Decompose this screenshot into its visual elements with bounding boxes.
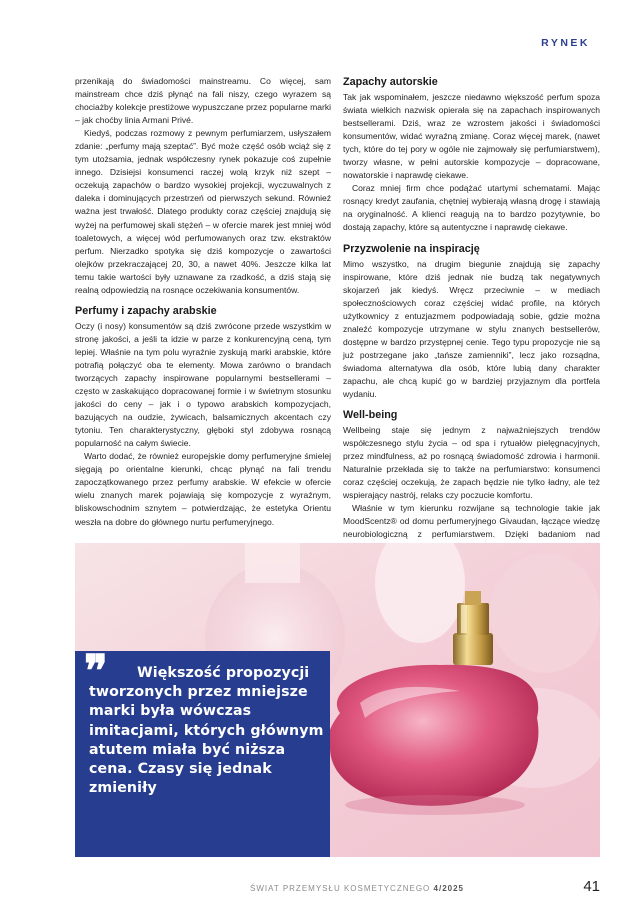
footer-magazine bbox=[250, 884, 464, 893]
paragraph: Mimo wszystko, na drugim biegunie znajdują się zapachy inspirowane, które dziś jednak nie budzą tak negatywnych skojarzeń jak kiedyś. Wręcz przeciwnie – w mediach społecznościowych coraz częściej widać profile, na których użytkownicy z entuzjazmem podpowiadają sobie, gdzie można znaleźć kompozycje utrzymane w stylu znanych bestsellerów, dostępne w bardzo przystępnej cenie. Tego typu propozycje nie są już postrzegane jako „tańsze zamienniki”, lecz jako rozsądna, świadoma alternatywa dla osób, które lubią dany charakter zapachu, ale chcą kupić go w bardziej przyjaznym dla portfela wydaniu. bbox=[343, 258, 600, 399]
paragraph: przenikają do świadomości mainstreamu. Co więcej, sam mainstream chce dziś płynąć na fali niszy, czego wyrazem są chociażby kolekcje prestiżowe wypuszczane przez popularne marki – jak choćby linia Armani Privé. bbox=[75, 76, 331, 126]
article-right-column bbox=[343, 75, 600, 555]
issue-number: 4/2025 bbox=[433, 884, 464, 893]
section-heading: Przyzwolenie na inspirację bbox=[343, 242, 480, 255]
paragraph: Wellbeing staje się jednym z najważniejszych trendów współczesnego stylu życia – od spa i rytuałów pielęgnacyjnych, przez mindfulness, aż po rosnącą świadomość zdrowia i harmonii. Naturalnie przekłada się to także na perfumiarstwo: konsumenci coraz częściej oczekują, że zapach będzie nie tylko ładny, ale też wspierający nastrój, relaks czy poczucie komfortu. bbox=[343, 425, 600, 501]
quote-icon: ❞ bbox=[84, 646, 108, 697]
magazine-name: ŚWIAT PRZEMYSŁU KOSMETYCZNEGO bbox=[250, 884, 431, 893]
paragraph: Coraz mniej firm chce podążać utartymi schematami. Mając rosnący kredyt zaufania, chętniej wybierają własną drogę i stawiają na oryginalność. A klienci reagują na to bardzo pozytywnie, bo dostają zapachy, które są autentyczne i naprawdę ciekawe. bbox=[343, 183, 600, 233]
section-heading: Well-being bbox=[343, 409, 398, 422]
pull-quote-text bbox=[89, 664, 325, 798]
pull-quote-lead: Większość bbox=[137, 665, 221, 681]
paragraph: Właśnie w tym kierunku rozwijane są technologie takie jak MoodScentz® od domu perfumeryjnego Givaudan, łączące wiedzę neurobiologiczną z perfumiarstwem. Dzięki badaniom nad bbox=[343, 503, 600, 540]
page-number: 41 bbox=[583, 878, 600, 895]
paragraph: Warto dodać, że również europejskie domy perfumeryjne śmielej sięgają po orientalne kierunki, chcąc płynąć na fali trendu zapoczątkowanego przez perfumy arabskie. W efekcie w ofercie wielu znanych marek pojawiają się kompozycje z wyraźnym, bliskowschodnim sznytem – potwierdzając, że estetyka Orientu weszła na dobre do głównego nurtu perfumeryjnego. bbox=[75, 451, 331, 527]
section-heading: Perfumy i zapachy arabskie bbox=[75, 304, 217, 317]
paragraph: Oczy (i nosy) konsumentów są dziś zwrócone przede wszystkim w stronę jakości, a jeśli ta idzie w parze z konkurencyjną ceną, tym lepiej. Właśnie na tym polu wyraźnie zyskują marki arabskie, które potrafią połączyć oba te elementy. Mowa zarówno o brandach tworzących zapachy inspirowane popularnymi bestsellerami – często w zaskakująco dopracowanej formie i w świetnym stosunku jakości do ceny – jak i o typowo arabskich kompozycjach, bazujących na oudzie, żywicach, balsamicznych akcentach czy tytoniu. Ten charakterystyczny, głęboki styl zdobywa rosnącą popularność na całym świecie. bbox=[75, 320, 331, 449]
paragraph: Tak jak wspominałem, jeszcze niedawno większość perfum spoza świata wielkich nazwisk opierała się na zapachach inspirowanych bestsellerami. Dziś, wraz ze wzrostem jakości i świadomości konsumentów, widać wyraźną zmianę. Coraz więcej marek, (nawet tych, które do tej pory w ogóle nie zajmowały się perfumiarstwem), tworzy własne, w pełni autorskie kompozycje – dopracowane, nowatorskie i naprawdę ciekawe. bbox=[343, 92, 600, 181]
paragraph: Kiedyś, podczas rozmowy z pewnym perfumiarzem, usłyszałem zdanie: „perfumy mają szeptać”. Być może część osób wciąż się z tym utożsamia, jednak współczesny rynek pokazuje coś zupełnie innego. Dzisiejsi konsumenci raczej wolą krzyk niż szept – oczekują zapachów o bardzo wysokiej projekcji, wyczuwalnych z daleka i dominujących przestrzeń od pierwszych sekund. Równieź ważna jest trwałość. Dlatego produkty coraz częściej znajdują się wyżej na perfumowej skali stężeń – w ofercie marek jest mniej wód toaletowych, a więcej wód perfumowanych oraz tzw. ekstraktów perfum. Nierzadko spotyka się dziś kompozycje o zawartości olejków przekraczającej 20, 30, a nawet 40%. Jeszcze kilka lat temu takie wartości były uznawane za rzadkość, a dziś stają się realną odpowiedzią na rosnące oczekiwania konsumentów. bbox=[75, 128, 331, 295]
section-label: RYNEK bbox=[541, 37, 590, 49]
pull-quote-body: propozycji tworzonych przez mniejsze marki była wówczas imitacjami, których głównym atutem miała być niższa cena. Czasy się jednak zmieniły bbox=[89, 665, 324, 797]
section-heading: Zapachy autorskie bbox=[343, 76, 438, 88]
article-left-column bbox=[75, 75, 331, 529]
pull-quote bbox=[75, 646, 330, 857]
